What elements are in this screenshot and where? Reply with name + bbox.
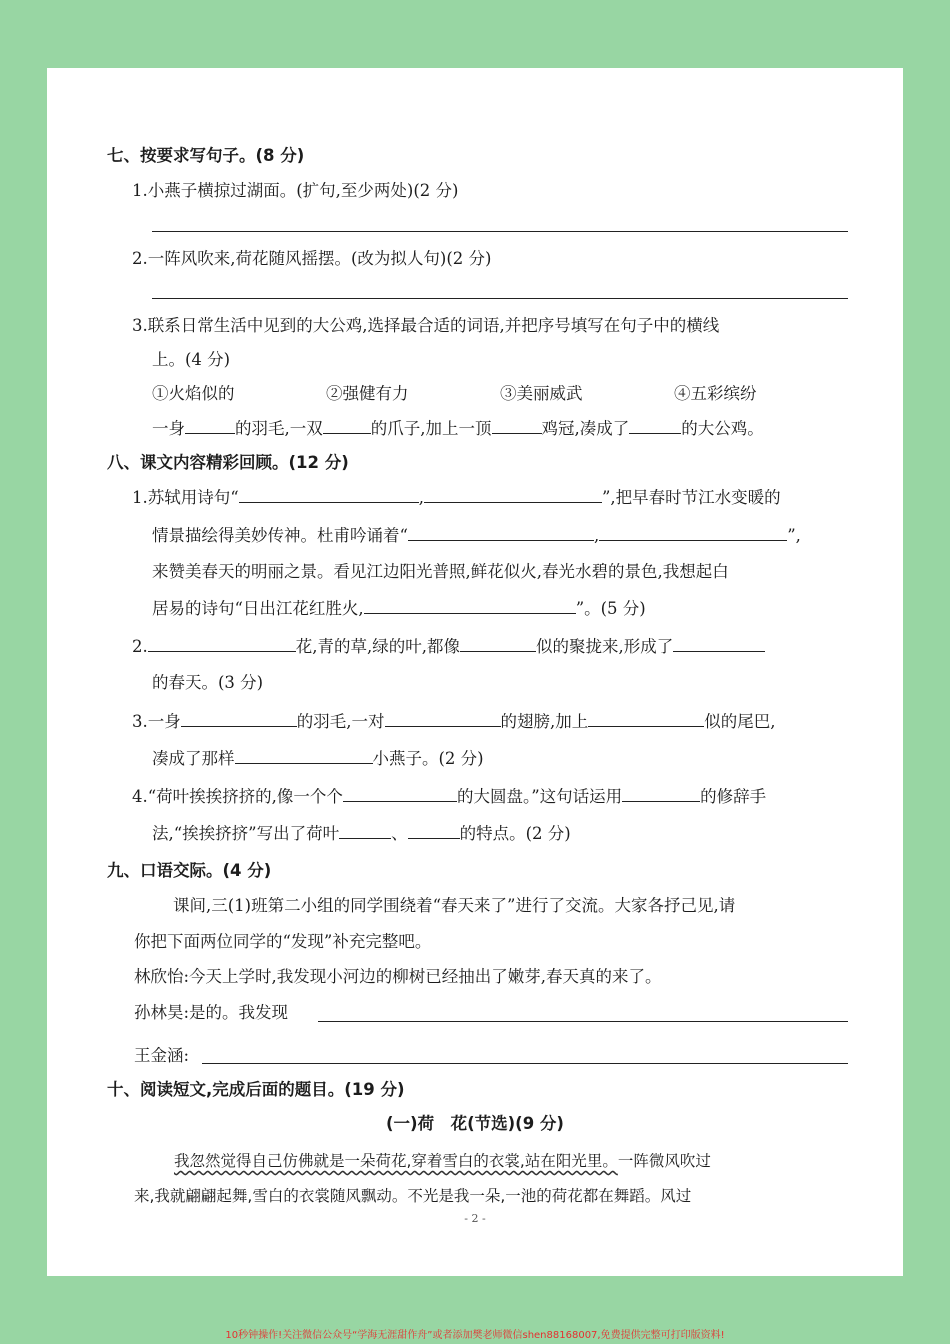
- page-number: - 2 -: [464, 1212, 486, 1225]
- answer-blank[interactable]: [343, 785, 457, 802]
- footer-banner: 10秒钟操作!关注微信公众号“学海无涯甜作舟”或者添加樊老师微信shen88168007,免费提供完整可打印版资料!: [225, 1330, 725, 1341]
- fill-sentence: 一身 的羽毛,一双 的爪子,加上一顶 鸡冠,凑成了 的大公鸡。: [152, 419, 764, 438]
- answer-blank[interactable]: [408, 524, 594, 541]
- s7-question-2: 2.一阵风吹来,荷花随风摇摆。(改为拟人句)(2 分): [132, 249, 492, 268]
- s8-q1-line4: 居易的诗句“日出江花红胜火, ”。(5 分): [152, 599, 646, 618]
- s8-q2-line1: 2. 花,青的草,绿的叶,都像 似的聚拢来,形成了: [132, 635, 765, 658]
- s8-q2-line2: 的春天。(3 分): [152, 673, 264, 692]
- s8-q1-line3: 来赞美春天的明丽之景。看见江边阳光普照,鲜花似火,春光水碧的景色,我想起白: [152, 562, 729, 581]
- s9-intro: 课间,三(1)班第二小组的同学围绕着“春天来了”进行了交流。大家各抒己见,请: [173, 896, 736, 915]
- answer-blank[interactable]: [148, 635, 296, 652]
- answer-blank[interactable]: [588, 710, 704, 727]
- section-9-title: 九、口语交际。(4 分): [107, 861, 272, 880]
- answer-blank[interactable]: [673, 635, 765, 652]
- s7-question-1: 1.小燕子横掠过湖面。(扩句,至少两处)(2 分): [132, 181, 459, 200]
- answer-blank[interactable]: [599, 524, 787, 541]
- answer-blank[interactable]: [339, 822, 391, 839]
- answer-blank[interactable]: [424, 486, 602, 503]
- passage-line-2: 来,我就翩翩起舞,雪白的衣裳随风飘动。不光是我一朵,一池的荷花都在舞蹈。风过: [134, 1187, 692, 1205]
- section-10-title: 十、阅读短文,完成后面的题目。(19 分): [107, 1080, 405, 1099]
- answer-line[interactable]: [152, 298, 848, 299]
- passage-title: (一)荷 花(节选)(9 分): [386, 1114, 564, 1133]
- s8-q3-line2: 凑成了那样 小燕子。(2 分): [152, 749, 484, 768]
- s9-speaker-3: 王金涵:: [134, 1046, 190, 1065]
- section-7-title: 七、按要求写句子。(8 分): [107, 146, 305, 165]
- option-4: ④五彩缤纷: [674, 384, 757, 403]
- s7-question-3: 3.联系日常生活中见到的大公鸡,选择最合适的词语,并把序号填写在句子中的横线: [132, 316, 720, 335]
- answer-blank[interactable]: [385, 710, 501, 727]
- answer-blank[interactable]: [492, 417, 542, 434]
- s8-q1-line1: 1.苏轼用诗句“ , ”,把早春时节江水变暖的: [132, 488, 781, 507]
- option-2: ②强健有力: [326, 384, 409, 403]
- s8-q4-line1: 4.“荷叶挨挨挤挤的,像一个个 的大圆盘。”这句话运用 的修辞手: [132, 787, 767, 806]
- answer-line[interactable]: [202, 1063, 848, 1064]
- option-1: ①火焰似的: [152, 384, 235, 403]
- answer-blank[interactable]: [323, 417, 371, 434]
- answer-blank[interactable]: [622, 785, 700, 802]
- s8-q4-line2: 法,“挨挨挤挤”写出了荷叶 、 的特点。(2 分): [152, 824, 571, 843]
- answer-blank[interactable]: [460, 635, 536, 652]
- answer-blank[interactable]: [185, 417, 235, 434]
- answer-blank[interactable]: [181, 710, 297, 727]
- s9-speaker-1: 林欣怡:今天上学时,我发现小河边的柳树已经抽出了嫩芽,春天真的来了。: [134, 967, 662, 986]
- answer-blank[interactable]: [408, 822, 460, 839]
- option-3: ③美丽威武: [500, 384, 583, 403]
- section-8-title: 八、课文内容精彩回顾。(12 分): [107, 453, 349, 472]
- s8-q3-line1: 3.一身 的羽毛,一对 的翅膀,加上 似的尾巴,: [132, 712, 776, 731]
- s9-speaker-2: 孙林昊:是的。我发现: [134, 1003, 289, 1022]
- answer-blank[interactable]: [239, 486, 419, 503]
- passage-line-1: 我忽然觉得自己仿佛就是一朵荷花,穿着雪白的衣裳,站在阳光里。一阵微风吹过: [174, 1152, 711, 1170]
- s7-question-3-cont: 上。(4 分): [152, 350, 231, 369]
- answer-line[interactable]: [318, 1021, 848, 1022]
- answer-blank[interactable]: [364, 597, 576, 614]
- answer-blank[interactable]: [235, 747, 373, 764]
- s8-q1-line2: 情景描绘得美妙传神。杜甫吟诵着“ , ”,: [152, 526, 801, 545]
- answer-blank[interactable]: [629, 417, 681, 434]
- answer-line[interactable]: [152, 231, 848, 232]
- s9-intro-cont: 你把下面两位同学的“发现”补充完整吧。: [134, 932, 432, 951]
